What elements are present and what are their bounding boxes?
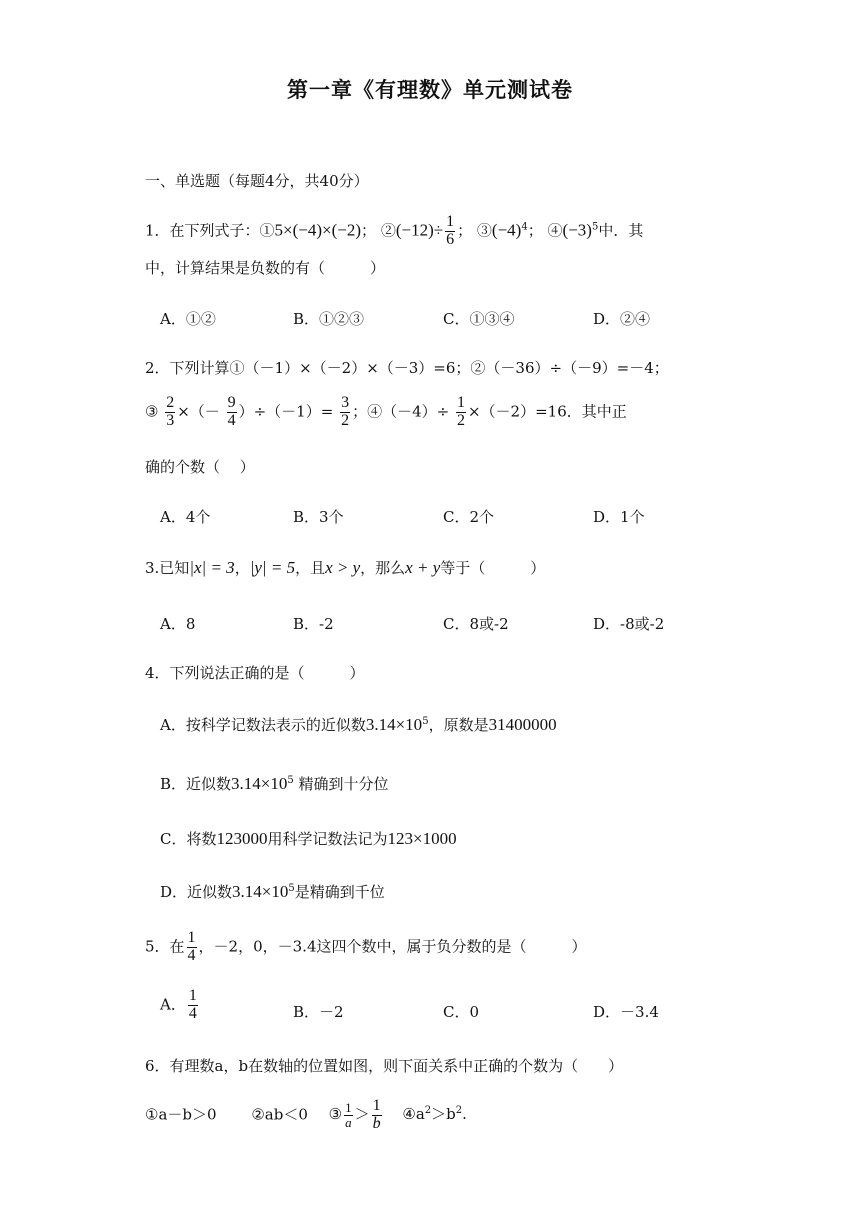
q1-sep: ； [527, 221, 543, 240]
q3-option-a: A．8 [160, 615, 196, 633]
q4-exp: 5 [287, 775, 294, 786]
q6-relation-3 [328, 1097, 384, 1132]
q2-frac-num: 2 [166, 394, 175, 411]
q1-sep: ； [361, 221, 377, 240]
q2-text: ；④（－4）÷ [352, 402, 450, 421]
q4-option-a [160, 714, 557, 735]
q4-text: A．按科学记数法表示的近似数 [160, 716, 366, 734]
q5-option-a [160, 988, 200, 1023]
q6-frac-num: 1 [345, 1100, 352, 1116]
q5-frac-den: 4 [188, 1004, 197, 1022]
q4-text: 是精确到千位 [294, 883, 385, 901]
q3-option-c: C．8或-2 [443, 615, 509, 633]
q1-option-a: A．①② [160, 310, 216, 328]
question-1-line-2: 中，计算结果是负数的有（ ） [145, 259, 386, 277]
q2-frac-den: 2 [341, 411, 350, 429]
q1-expr-1: 5×(−4)×(−2) [274, 220, 362, 240]
q3-text: ，且 [295, 559, 326, 577]
q2-text: ×（－ [177, 402, 220, 421]
q1-circle-2: ② [380, 221, 396, 240]
q4-option-c [160, 828, 457, 849]
q5-text: 5．在 [145, 937, 185, 956]
q4-option-b [160, 773, 389, 794]
q2-circle-3: ③ [145, 402, 159, 421]
q6-circle-3: ③ [328, 1105, 343, 1124]
q6-frac-num: 1 [372, 1097, 381, 1114]
q2-text: ×（－2）=16．其中正 [467, 402, 627, 421]
q6-rel4-text: ④a [402, 1105, 425, 1124]
question-2-line-1: 2．下列计算①（－1）×（－2）×（－3）=6；②（－36）÷（－9）=－4； [145, 359, 669, 377]
q5-frac-num: 1 [188, 987, 197, 1004]
q2-text: ）÷（－1）= [238, 402, 334, 421]
q2-fraction-1 [165, 395, 175, 430]
q2-frac-den: 4 [227, 411, 236, 429]
q4-exp: 5 [288, 883, 295, 894]
q1-exp-4: 5 [591, 221, 599, 233]
q1-option-b: B．①②③ [293, 310, 365, 328]
q6-fraction-a [344, 1101, 353, 1129]
q1-circle-3: ③ [476, 221, 492, 240]
q4-text: 用科学记数法记为 [267, 830, 388, 848]
q4-math: 31400000 [488, 715, 557, 734]
q5-option-d: D．－3.4 [593, 1003, 659, 1021]
q5-text: ，－2，0，－3.4这四个数中，属于负分数的是（ ） [198, 937, 587, 956]
section-heading: 一、单选题（每题4分，共40分） [145, 172, 369, 190]
q5-option-b: B．－2 [293, 1003, 344, 1021]
q3-option-b: B．-2 [293, 615, 334, 633]
q4-text: B．近似数 [160, 775, 232, 793]
q1-suffix: 中．其 [598, 221, 644, 240]
q6-relation-4 [402, 1105, 467, 1123]
q4-math: 123×1000 [387, 829, 457, 848]
q3-option-d: D．-8或-2 [593, 615, 665, 633]
q2-frac-num: 9 [227, 394, 236, 411]
q6-rel4-text: ＞b [431, 1105, 456, 1124]
q2-frac-num: 3 [341, 394, 350, 411]
q6-exp: 2 [424, 1105, 432, 1117]
q4-text: ，原数是 [428, 716, 489, 734]
q5-opt-label: A． [160, 995, 186, 1014]
q2-fraction-2 [227, 395, 237, 430]
q1-expr-4: (−3) [562, 220, 592, 240]
q1-fraction [445, 214, 455, 249]
question-6-stem: 6．有理数a，b在数轴的位置如图，则下面关系中正确的个数为（ ） [145, 1057, 624, 1075]
q3-math: |x| = 3 [189, 558, 235, 577]
q5-option-a-fraction [188, 988, 198, 1023]
q3-math: x > y [325, 558, 361, 577]
q2-option-d: D．1个 [593, 508, 645, 526]
q3-text: ， [234, 559, 250, 577]
q4-math: 3.14×10 [231, 774, 288, 793]
q4-text: C．将数 [160, 830, 217, 848]
q4-math: 123000 [216, 829, 268, 848]
q2-frac-den: 2 [456, 411, 465, 429]
question-5 [145, 930, 587, 965]
q2-option-b: B．3个 [293, 508, 344, 526]
q3-text: 等于（ ） [440, 559, 546, 577]
q1-prefix: 1．在下列式子：① [145, 221, 275, 240]
q2-fraction-4 [456, 395, 466, 430]
q5-fraction [187, 930, 197, 965]
question-2-line-3: 确的个数（ ） [145, 458, 255, 476]
q5-option-c: C．0 [443, 1003, 480, 1021]
q1-option-d: D．②④ [593, 310, 651, 328]
q1-option-c: C．①③④ [443, 310, 515, 328]
q6-frac-den: a [345, 1114, 352, 1130]
q4-math: 3.14×10 [232, 882, 289, 901]
q2-frac-num: 1 [456, 394, 465, 411]
q2-frac-den: 3 [166, 411, 175, 429]
q6-frac-den: b [372, 1114, 381, 1132]
q4-math: 3.14×10 [365, 715, 423, 734]
question-4-stem: 4．下列说法正确的是（ ） [145, 664, 365, 682]
question-3 [145, 557, 545, 578]
q1-frac-den: 6 [446, 230, 455, 248]
question-6-relations [145, 1098, 467, 1133]
q4-option-d [160, 881, 385, 902]
q1-exp-3: 4 [521, 221, 528, 233]
q4-text: 精确到十分位 [293, 775, 389, 793]
q5-frac-num: 1 [187, 929, 196, 946]
q1-frac-num: 1 [446, 213, 455, 230]
question-1-line-1 [145, 214, 643, 249]
q6-relation-1: ①a－b＞0 [145, 1105, 217, 1124]
q2-fraction-3 [340, 395, 350, 430]
q6-exp: 2 [455, 1105, 463, 1117]
q4-exp: 5 [422, 716, 429, 727]
q3-math: |y| = 5 [249, 558, 296, 577]
page-title: 第一章《有理数》单元测试卷 [287, 77, 573, 102]
q3-text: 3.已知 [145, 559, 190, 577]
q4-text: D．近似数 [160, 883, 233, 901]
q3-math: x + y [405, 558, 441, 577]
q6-rel4-text: . [462, 1105, 467, 1124]
q1-expr-2: (−12)÷ [395, 220, 444, 240]
q6-relation-2: ②ab＜0 [251, 1105, 308, 1124]
q1-expr-3: (−4) [491, 220, 522, 240]
q2-option-a: A．4个 [160, 508, 211, 526]
q1-circle-4: ④ [547, 221, 563, 240]
q6-gt: ＞ [354, 1105, 370, 1124]
q2-option-c: C．2个 [443, 508, 495, 526]
q6-fraction-b [372, 1098, 382, 1133]
question-2-line-2 [145, 395, 627, 430]
q3-text: ，那么 [360, 559, 406, 577]
q5-frac-den: 4 [187, 946, 196, 964]
q1-sep: ； [457, 221, 473, 240]
